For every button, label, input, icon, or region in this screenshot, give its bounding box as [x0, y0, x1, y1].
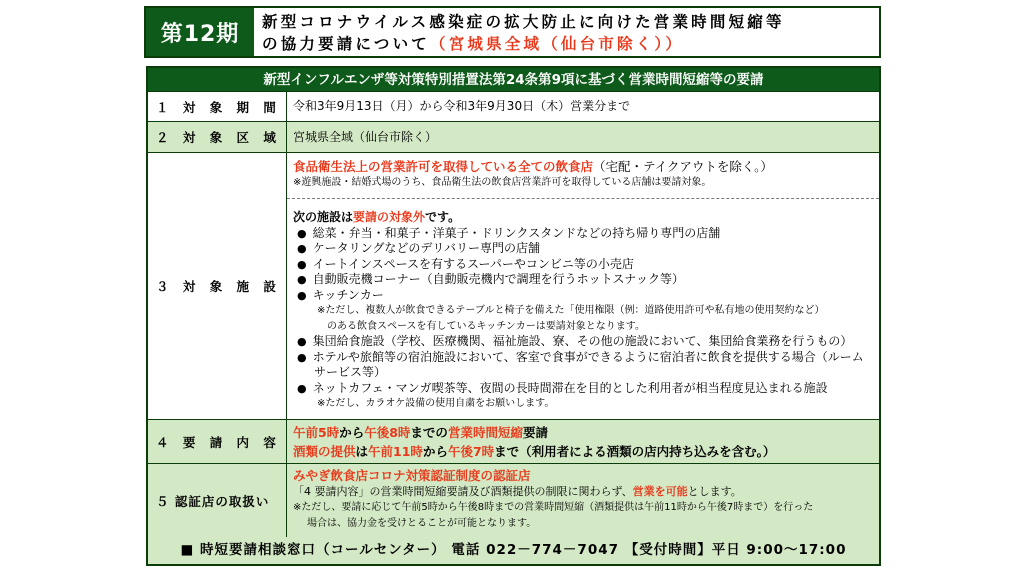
- certified-note-cont: 場合は、協力金を受けとることが可能となります。: [307, 518, 537, 529]
- row-label: ３ 対 象 施 設: [148, 153, 287, 419]
- end-time: 午後8時: [364, 425, 411, 440]
- target-line: [293, 159, 879, 175]
- text-from-2: から: [422, 444, 448, 459]
- row-label: ２ 対 象 区 域: [148, 122, 287, 152]
- excluded-suffix: です。: [425, 210, 461, 224]
- certified-text-end: とします。: [687, 485, 742, 498]
- alcohol-note: まで（利用者による酒類の店内持ち込みを含む。）: [494, 444, 776, 459]
- row-content: 宮城県全域（仙台市除く）: [287, 122, 879, 152]
- alcohol-service: 酒類の提供: [293, 444, 356, 459]
- text-request: 要請: [522, 425, 548, 440]
- business-allowed: 営業を可能: [632, 485, 688, 498]
- excluded-prefix: 次の施設は: [293, 210, 354, 224]
- kitchen-car-note: ※ただし、複数人が飲食できるテーブルと椅子を備えた「使用権限（例：道路使用許可や私有地の使用契約など）: [317, 305, 825, 316]
- period-badge: 第12期: [146, 8, 254, 56]
- call-center-info: ■ 時短要請相談窓口（コールセンター） 電話 022－774－7047 【受付時間】平日 9:00～17:00: [148, 537, 879, 564]
- row-period: [148, 92, 879, 122]
- request-table: [146, 66, 881, 566]
- notice-title: [254, 8, 879, 56]
- list-item: ● イートインスペースを有するスーパーやコンビニ等の小売店: [293, 257, 879, 273]
- row-content: [287, 420, 879, 463]
- row-area: [148, 122, 879, 153]
- text-until: までの: [410, 425, 448, 440]
- kitchen-car-note-cont: のある飲食スペースを有しているキッチンカーは要請対象となります。: [327, 320, 645, 332]
- hotel-cont: サービス等）: [314, 365, 387, 379]
- certified-note: ※ただし、要請に応じて午前5時から午後8時までの営業時間短縮（酒類提供は午前11時から午後7時まで）を行った: [293, 502, 814, 513]
- hours-line: [293, 423, 879, 442]
- list-item: ● ネットカフェ・マンガ喫茶等、夜間の長時間滞在を目的とした利用者が相当程度見込まれる施設: [293, 381, 879, 397]
- row-label: ５ 認証店の取扱い: [148, 464, 287, 538]
- title-line-2-text: の協力要請について: [262, 35, 430, 53]
- notice-header: [144, 6, 881, 58]
- list-item: ● キッチンカー: [293, 288, 879, 304]
- list-item: ● ケータリングなどのデリバリー専門の店舗: [293, 241, 879, 257]
- list-item: ● 自動販売機コーナー（自動販売機内で調理を行うホットスナック等）: [293, 272, 879, 288]
- alcohol-start: 午前11時: [368, 444, 423, 459]
- text-wa: は: [355, 444, 369, 459]
- target-exception: （宅配・テイクアウトを除く。）: [593, 159, 773, 174]
- row-label: １ 対 象 期 間: [148, 92, 287, 121]
- row-content: 令和3年9月13日（月）から令和3年9月30日（木）営業分まで: [287, 92, 879, 121]
- certified-line: [293, 484, 879, 500]
- row-certified: [148, 464, 879, 539]
- excluded-intro: [293, 210, 879, 226]
- row-facilities: [148, 153, 879, 420]
- row-content: [287, 153, 879, 419]
- table-title: 新型インフルエンザ等対策特別措置法第24条第9項に基づく営業時間短縮等の要請: [148, 68, 879, 92]
- row-label: ４ 要 請 内 容: [148, 420, 287, 463]
- certified-title: みやぎ飲食店コロナ対策認証制度の認証店: [293, 468, 531, 483]
- divider: [287, 198, 879, 199]
- title-area-highlight: （宮城県全域（仙台市除く））: [430, 35, 685, 53]
- start-time: 午前5時: [293, 425, 340, 440]
- alcohol-line: [293, 442, 879, 461]
- certified-text: 「4 要請内容」の営業時間短縮要請及び酒類提供の制限に関わらず、: [293, 485, 633, 498]
- text-from: から: [339, 425, 365, 440]
- title-line-2: [262, 33, 879, 55]
- title-line-1: 新型コロナウイルス感染症の拡大防止に向けた営業時間短縮等: [262, 13, 785, 31]
- list-item: ● ホテルや旅館等の宿泊施設において、客室で食事ができるように宿泊者に飲食を提供する場合（ルーム: [293, 350, 879, 366]
- excluded-highlight: 要請の対象外: [353, 210, 426, 224]
- list-item: ● 集団給食施設（学校、医療機関、福祉施設、寮、その他の施設において、集団給食業務を行うもの）: [293, 334, 879, 350]
- target-facilities: 食品衛生法上の営業許可を取得している全ての飲食店: [293, 159, 594, 174]
- row-content: [287, 464, 879, 538]
- karaoke-note: ※ただし、カラオケ設備の使用自粛をお願いします。: [317, 398, 555, 409]
- row-request: [148, 420, 879, 464]
- shortened-hours: 営業時間短縮: [447, 425, 523, 440]
- list-item: ● 総菜・弁当・和菓子・洋菓子・ドリンクスタンドなどの持ち帰り専門の店舗: [293, 226, 879, 242]
- alcohol-end: 午後7時: [447, 444, 495, 459]
- target-note: ※遊興施設・結婚式場のうち、食品衛生法の飲食店営業許可を取得している店舗は要請対象。: [293, 176, 712, 188]
